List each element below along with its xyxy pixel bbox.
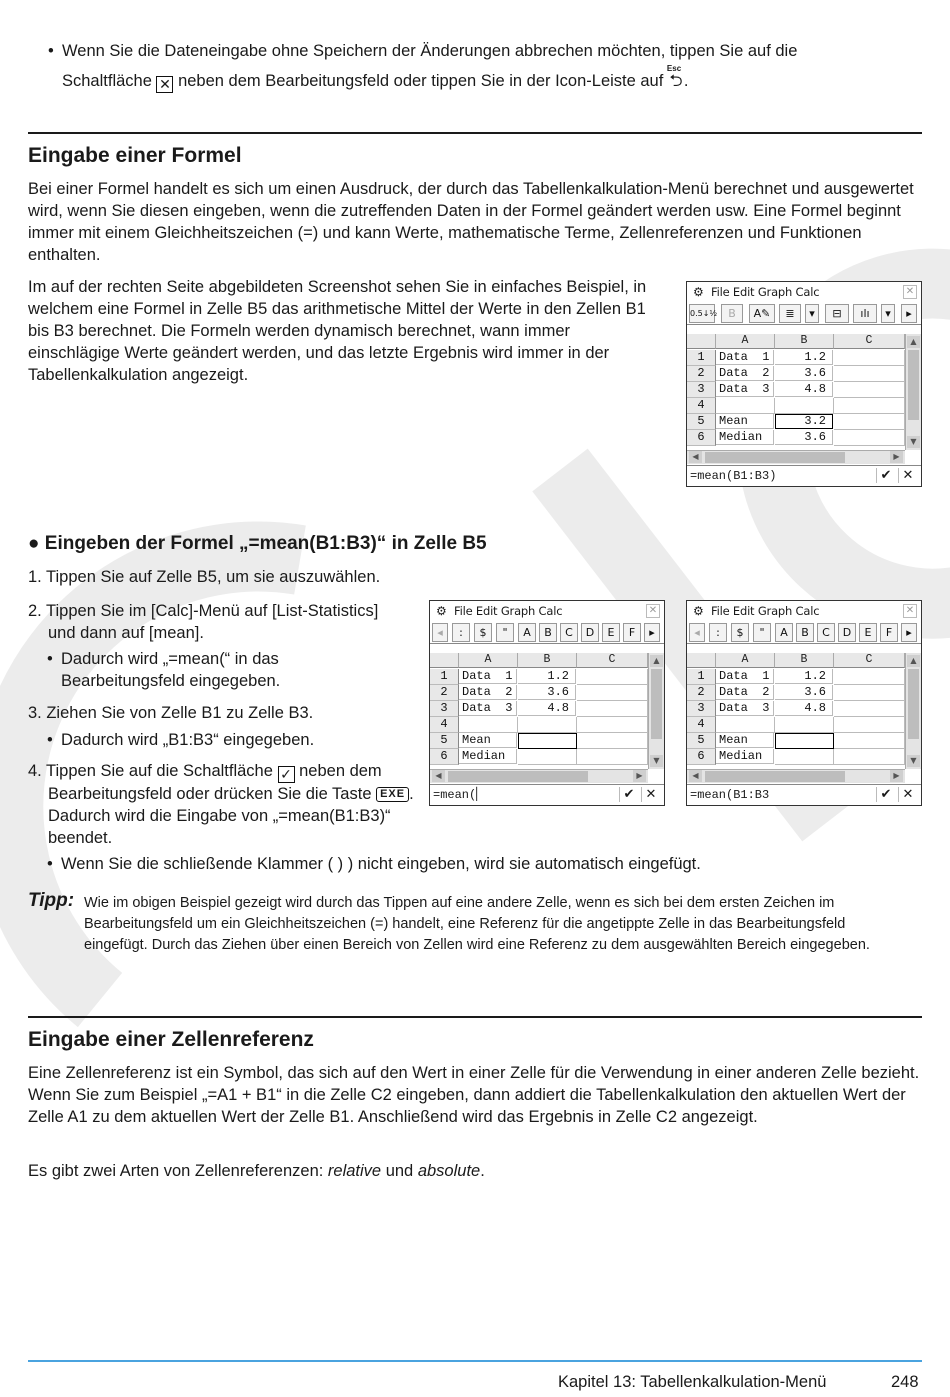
section2-para2-text: Es gibt zwei Arten von Zellenreferenzen: <box>28 1162 328 1180</box>
horizontal-scrollbar <box>687 769 905 783</box>
step-4-text-c: . Dadurch wird die Eingabe von „=mean(B1:B3)“ beendet. <box>48 785 414 847</box>
scroll-up-icon: ▲ <box>650 655 663 667</box>
cell-b6 <box>518 749 577 765</box>
cell-a6: Median <box>716 430 774 445</box>
cancel-x-icon: ✕ <box>641 787 660 802</box>
cell-c6 <box>577 749 648 765</box>
page-number: 248 <box>891 1373 919 1391</box>
col-header-b: B <box>775 334 834 349</box>
check-icon: ✓ <box>278 766 295 783</box>
col-header-a: A <box>716 653 775 668</box>
quote-key: " <box>496 623 514 642</box>
row-number: 3 <box>687 382 716 398</box>
step-4-bullet: • Wenn Sie die schließende Klammer ( ) ) nicht eingeben, wird sie automatisch eingefügt. <box>61 853 921 875</box>
dropdown-icon: ▾ <box>805 304 819 323</box>
scroll-left-icon: ◀ <box>689 451 702 463</box>
scroll-up-icon: ▲ <box>907 655 920 667</box>
step-2: 2. Tippen Sie im [Calc]-Menü auf [List-Statistics] und dann auf [mean]. <box>28 602 379 642</box>
cell-c2 <box>834 366 905 382</box>
quote-key: " <box>753 623 771 642</box>
horizontal-scrollbar <box>687 450 905 464</box>
cell-a5: Mean <box>716 414 774 429</box>
tipp-text: Wie im obigen Beispiel gezeigt wird durch das Tippen auf eine andere Zelle, wenn es sich bei dem ersten Zeichen im Bearbeitungsfeld um ein Gleichheitszeichen (=) handelt, eine Referenz für die angetippte Zelle in das Bearbeitungsfeld eingefügt. Durch das Ziehen über einen Bereich von Zellen wird eine Referenz zu dem ausgewählten Bereich eingegeben. <box>84 895 870 953</box>
footer-chapter: Kapitel 13: Tabellenkalkulation-Menü <box>558 1373 827 1391</box>
exe-key-icon: EXE <box>376 787 409 802</box>
step-4-text-a: 4. Tippen Sie auf die Schaltfläche <box>28 762 273 780</box>
esc-label: Esc <box>666 64 682 73</box>
cell-b5: 3.2 <box>775 414 833 429</box>
calc-screenshot-3 <box>686 600 922 806</box>
row-number: 4 <box>430 717 459 733</box>
calc1-menu-items: File Edit Graph Calc <box>711 285 820 299</box>
list-button: ≣ <box>779 304 801 323</box>
calc3-menubar <box>687 601 921 622</box>
scroll-thumb <box>705 452 845 463</box>
cell-b2: 3.6 <box>775 366 833 381</box>
calc-screenshot-1 <box>686 281 922 487</box>
calc2-toolbar <box>430 621 664 644</box>
cell-c3 <box>834 382 905 398</box>
tipp-label: Tipp: <box>28 890 75 911</box>
gear-icon: ⚙ <box>436 604 447 618</box>
key-c: C <box>817 623 835 642</box>
col-header-c: C <box>834 653 905 668</box>
cell-a5: Mean <box>716 733 774 748</box>
colon-key: : <box>452 623 470 642</box>
cell-c2 <box>577 685 648 701</box>
scroll-right-icon: ▶ <box>633 770 646 782</box>
term-relative: relative <box>327 1162 382 1180</box>
section2-para2 <box>28 1160 922 1182</box>
scroll-down-icon: ▼ <box>907 755 920 767</box>
scroll-left-icon: ◂ <box>432 623 448 642</box>
dropdown-icon: ▾ <box>881 304 895 323</box>
key-f: F <box>623 623 641 642</box>
scroll-right-icon: ▸ <box>901 304 917 323</box>
cell-a1: Data 1 <box>716 669 774 684</box>
scroll-right-icon: ▸ <box>644 623 660 642</box>
col-header-b: B <box>775 653 834 668</box>
corner-cell <box>687 334 716 349</box>
row-number: 2 <box>430 685 459 701</box>
cell-c5 <box>577 733 648 749</box>
cell-c4 <box>834 398 905 414</box>
section2-para1: Eine Zellenreferenz ist ein Symbol, das sich auf den Wert in einer Zelle für die Verwendung in einer anderen Zelle bezieht. Wenn Sie zum Beispiel „=A1 + B1“ in die Zelle C2 eingeben, dann addiert die Tabellenkalkulation den aktuellen Wert der Zelle A1 zu dem aktuellen Wert der Zelle B1. Anschließend wird das Ergebnis in Zelle C2 angezeigt. <box>28 1064 920 1126</box>
key-a: A <box>775 623 793 642</box>
cancel-x-icon: ✕ <box>898 468 917 483</box>
key-b: B <box>539 623 557 642</box>
cancel-x-icon: ✕ <box>898 787 917 802</box>
row-number: 6 <box>687 749 716 765</box>
scroll-left-icon: ◀ <box>689 770 702 782</box>
row-number: 6 <box>687 430 716 446</box>
calc1-toolbar <box>687 302 921 325</box>
col-header-c: C <box>834 334 905 349</box>
cell-c1 <box>834 350 905 366</box>
row-number: 2 <box>687 366 716 382</box>
dollar-key: $ <box>731 623 749 642</box>
intro-text-a: Schaltfläche <box>62 72 152 90</box>
scroll-right-icon: ▶ <box>890 451 903 463</box>
calc2-menubar <box>430 601 664 622</box>
colon-key: : <box>709 623 727 642</box>
key-e: E <box>859 623 877 642</box>
cell-c5 <box>834 414 905 430</box>
scroll-thumb <box>908 350 919 420</box>
divider-1 <box>28 132 922 134</box>
section1-para1: Bei einer Formel handelt es sich um einen Ausdruck, der durch das Tabellenkalkulation-Menü berechnet und ausgewertet wird, wenn Sie diesen eingeben, wenn die zutreffenden Daten in der Formel geändert werden usw. Eine Formel beginnt immer mit einem Gleichheitszeichen (=) und kann Werte, mathematische Terme, Zellenreferenzen und Funktionen enthalten. <box>28 180 914 264</box>
calc3-edit-bar <box>687 784 921 805</box>
calc1-edit-bar <box>687 465 921 486</box>
step-3: 3. Ziehen Sie von Zelle B1 zu Zelle B3. <box>28 704 314 722</box>
corner-cell <box>687 653 716 668</box>
cell-c5 <box>834 733 905 749</box>
cell-a4 <box>459 717 518 733</box>
cell-a3: Data 3 <box>459 701 517 716</box>
key-c: C <box>560 623 578 642</box>
row-number: 5 <box>687 414 716 430</box>
cell-c6 <box>834 430 905 446</box>
section1-heading: Eingabe einer Formel <box>28 144 242 167</box>
intro-bullet <box>62 40 922 93</box>
section2-para2-end: . <box>480 1162 485 1180</box>
col-header-c: C <box>577 653 648 668</box>
divider-2 <box>28 1016 922 1018</box>
key-d: D <box>581 623 599 642</box>
scroll-up-icon: ▲ <box>907 336 920 348</box>
cell-a4 <box>716 398 775 414</box>
row-number: 3 <box>687 701 716 717</box>
key-b: B <box>796 623 814 642</box>
row-number: 6 <box>430 749 459 765</box>
row-number: 1 <box>430 669 459 685</box>
col-header-b: B <box>518 653 577 668</box>
close-icon: ✕ <box>903 285 917 299</box>
calc1-menubar <box>687 282 921 303</box>
intro-line-2 <box>62 64 922 93</box>
cell-b6: 3.6 <box>775 430 833 445</box>
scroll-thumb <box>908 669 919 739</box>
footer-rule <box>28 1360 922 1362</box>
fraction-convert-button: 0.5↓½ <box>689 304 715 323</box>
vertical-scrollbar <box>905 653 921 769</box>
row-number: 2 <box>687 685 716 701</box>
row-number: 4 <box>687 717 716 733</box>
cell-a3: Data 3 <box>716 382 774 397</box>
edit-field: =mean(▏ <box>433 788 484 802</box>
cell-a3: Data 3 <box>716 701 774 716</box>
key-a: A <box>518 623 536 642</box>
close-icon: ✕ <box>903 604 917 618</box>
scroll-left-icon: ◀ <box>432 770 445 782</box>
edit-field: =mean(B1:B3) <box>690 469 777 483</box>
row-number: 3 <box>430 701 459 717</box>
cell-a2: Data 2 <box>716 366 774 381</box>
bold-button: B <box>721 304 743 323</box>
step-3-bullet: • Dadurch wird „B1:B3“ eingegeben. <box>61 729 391 751</box>
section2-para2-und: und <box>381 1162 418 1180</box>
procedure-heading-text: Eingeben der Formel „=mean(B1:B3)“ in Zelle B5 <box>44 533 487 554</box>
esc-undo-icon: Esc ⮌ <box>668 70 684 92</box>
row-number: 1 <box>687 669 716 685</box>
cell-b1: 1.2 <box>775 669 833 684</box>
scroll-down-icon: ▼ <box>650 755 663 767</box>
close-icon: ✕ <box>646 604 660 618</box>
row-number: 5 <box>430 733 459 749</box>
edit-field: =mean(B1:B3 <box>690 788 770 802</box>
cell-c1 <box>834 669 905 685</box>
gear-icon: ⚙ <box>693 285 704 299</box>
cancel-x-icon: ✕ <box>156 76 173 93</box>
step-4 <box>28 760 423 849</box>
calc-screenshot-2 <box>429 600 665 806</box>
cell-c4 <box>834 717 905 733</box>
key-f: F <box>880 623 898 642</box>
key-e: E <box>602 623 620 642</box>
dollar-key: $ <box>474 623 492 642</box>
cell-a2: Data 2 <box>716 685 774 700</box>
cell-c6 <box>834 749 905 765</box>
cell-b3: 4.8 <box>518 701 576 716</box>
scroll-thumb <box>651 669 662 739</box>
cell-b6 <box>775 749 834 765</box>
calc3-toolbar <box>687 621 921 644</box>
cell-a6: Median <box>716 749 774 764</box>
calc3-menu-items: File Edit Graph Calc <box>711 604 820 618</box>
cell-b4 <box>518 717 577 733</box>
cell-a2: Data 2 <box>459 685 517 700</box>
cell-c3 <box>577 701 648 717</box>
check-icon: ✔ <box>619 787 638 802</box>
cell-b1: 1.2 <box>518 669 576 684</box>
vertical-scrollbar <box>648 653 664 769</box>
scroll-thumb <box>705 771 845 782</box>
col-header-a: A <box>716 334 775 349</box>
corner-cell <box>430 653 459 668</box>
calc2-edit-bar <box>430 784 664 805</box>
format-button: A✎ <box>749 304 775 323</box>
row-number: 4 <box>687 398 716 414</box>
scroll-right-icon: ▸ <box>901 623 917 642</box>
cell-b3: 4.8 <box>775 382 833 397</box>
cell-c4 <box>577 717 648 733</box>
graph-button: ılı <box>853 304 877 323</box>
row-number: 5 <box>687 733 716 749</box>
calc2-menu-items: File Edit Graph Calc <box>454 604 563 618</box>
cell-b3: 4.8 <box>775 701 833 716</box>
intro-line-1: • Wenn Sie die Dateneingabe ohne Speichern der Änderungen abbrechen möchten, tippen Sie auf die <box>62 42 798 60</box>
cell-c3 <box>834 701 905 717</box>
term-absolute: absolute <box>417 1162 481 1180</box>
scroll-right-icon: ▶ <box>890 770 903 782</box>
cell-width-button: ⊟ <box>825 304 849 323</box>
scroll-left-icon: ◂ <box>689 623 705 642</box>
cell-b2: 3.6 <box>518 685 576 700</box>
scroll-thumb <box>448 771 588 782</box>
key-d: D <box>838 623 856 642</box>
step-4-text-b: neben dem Bearbeitungsfeld oder drücken Sie die Taste <box>48 762 382 803</box>
cell-b4 <box>775 398 834 414</box>
row-number: 1 <box>687 350 716 366</box>
section2-heading: Eingabe einer Zellenreferenz <box>28 1028 314 1051</box>
step-2-bullet: • Dadurch wird „=mean(“ in das Bearbeitungsfeld eingegeben. <box>61 648 321 692</box>
procedure-heading <box>28 533 487 555</box>
cell-b4 <box>775 717 834 733</box>
cell-a4 <box>716 717 775 733</box>
check-icon: ✔ <box>876 787 895 802</box>
horizontal-scrollbar <box>430 769 648 783</box>
bullet-dot-icon: ● <box>28 533 40 554</box>
check-icon: ✔ <box>876 468 895 483</box>
cell-a1: Data 1 <box>459 669 517 684</box>
gear-icon: ⚙ <box>693 604 704 618</box>
scroll-down-icon: ▼ <box>907 436 920 448</box>
col-header-a: A <box>459 653 518 668</box>
intro-end: . <box>683 72 689 90</box>
cell-b1: 1.2 <box>775 350 833 365</box>
vertical-scrollbar <box>905 334 921 450</box>
intro-text-b: neben dem Bearbeitungsfeld oder tippen Sie in der Icon-Leiste auf <box>178 72 664 90</box>
cell-c1 <box>577 669 648 685</box>
cell-b5 <box>518 733 577 749</box>
cell-b2: 3.6 <box>775 685 833 700</box>
cell-a6: Median <box>459 749 517 764</box>
cell-c2 <box>834 685 905 701</box>
section1-para2: Im auf der rechten Seite abgebildeten Screenshot sehen Sie in einfaches Beispiel, in welchem eine Formel in Zelle B5 das arithmetische Mittel der Werte in den Zellen B1 bis B3 berechnet. Die Formeln werden dynamisch berechnet, wann immer einschlägige Werte geändert werden, und das letzte Ergebnis wird immer in der Tabellenkalkulation angezeigt. <box>28 278 647 384</box>
cell-a5: Mean <box>459 733 517 748</box>
step-1: 1. Tippen Sie auf Zelle B5, um sie auszuwählen. <box>28 568 381 586</box>
cell-b5 <box>775 733 834 749</box>
cell-a1: Data 1 <box>716 350 774 365</box>
